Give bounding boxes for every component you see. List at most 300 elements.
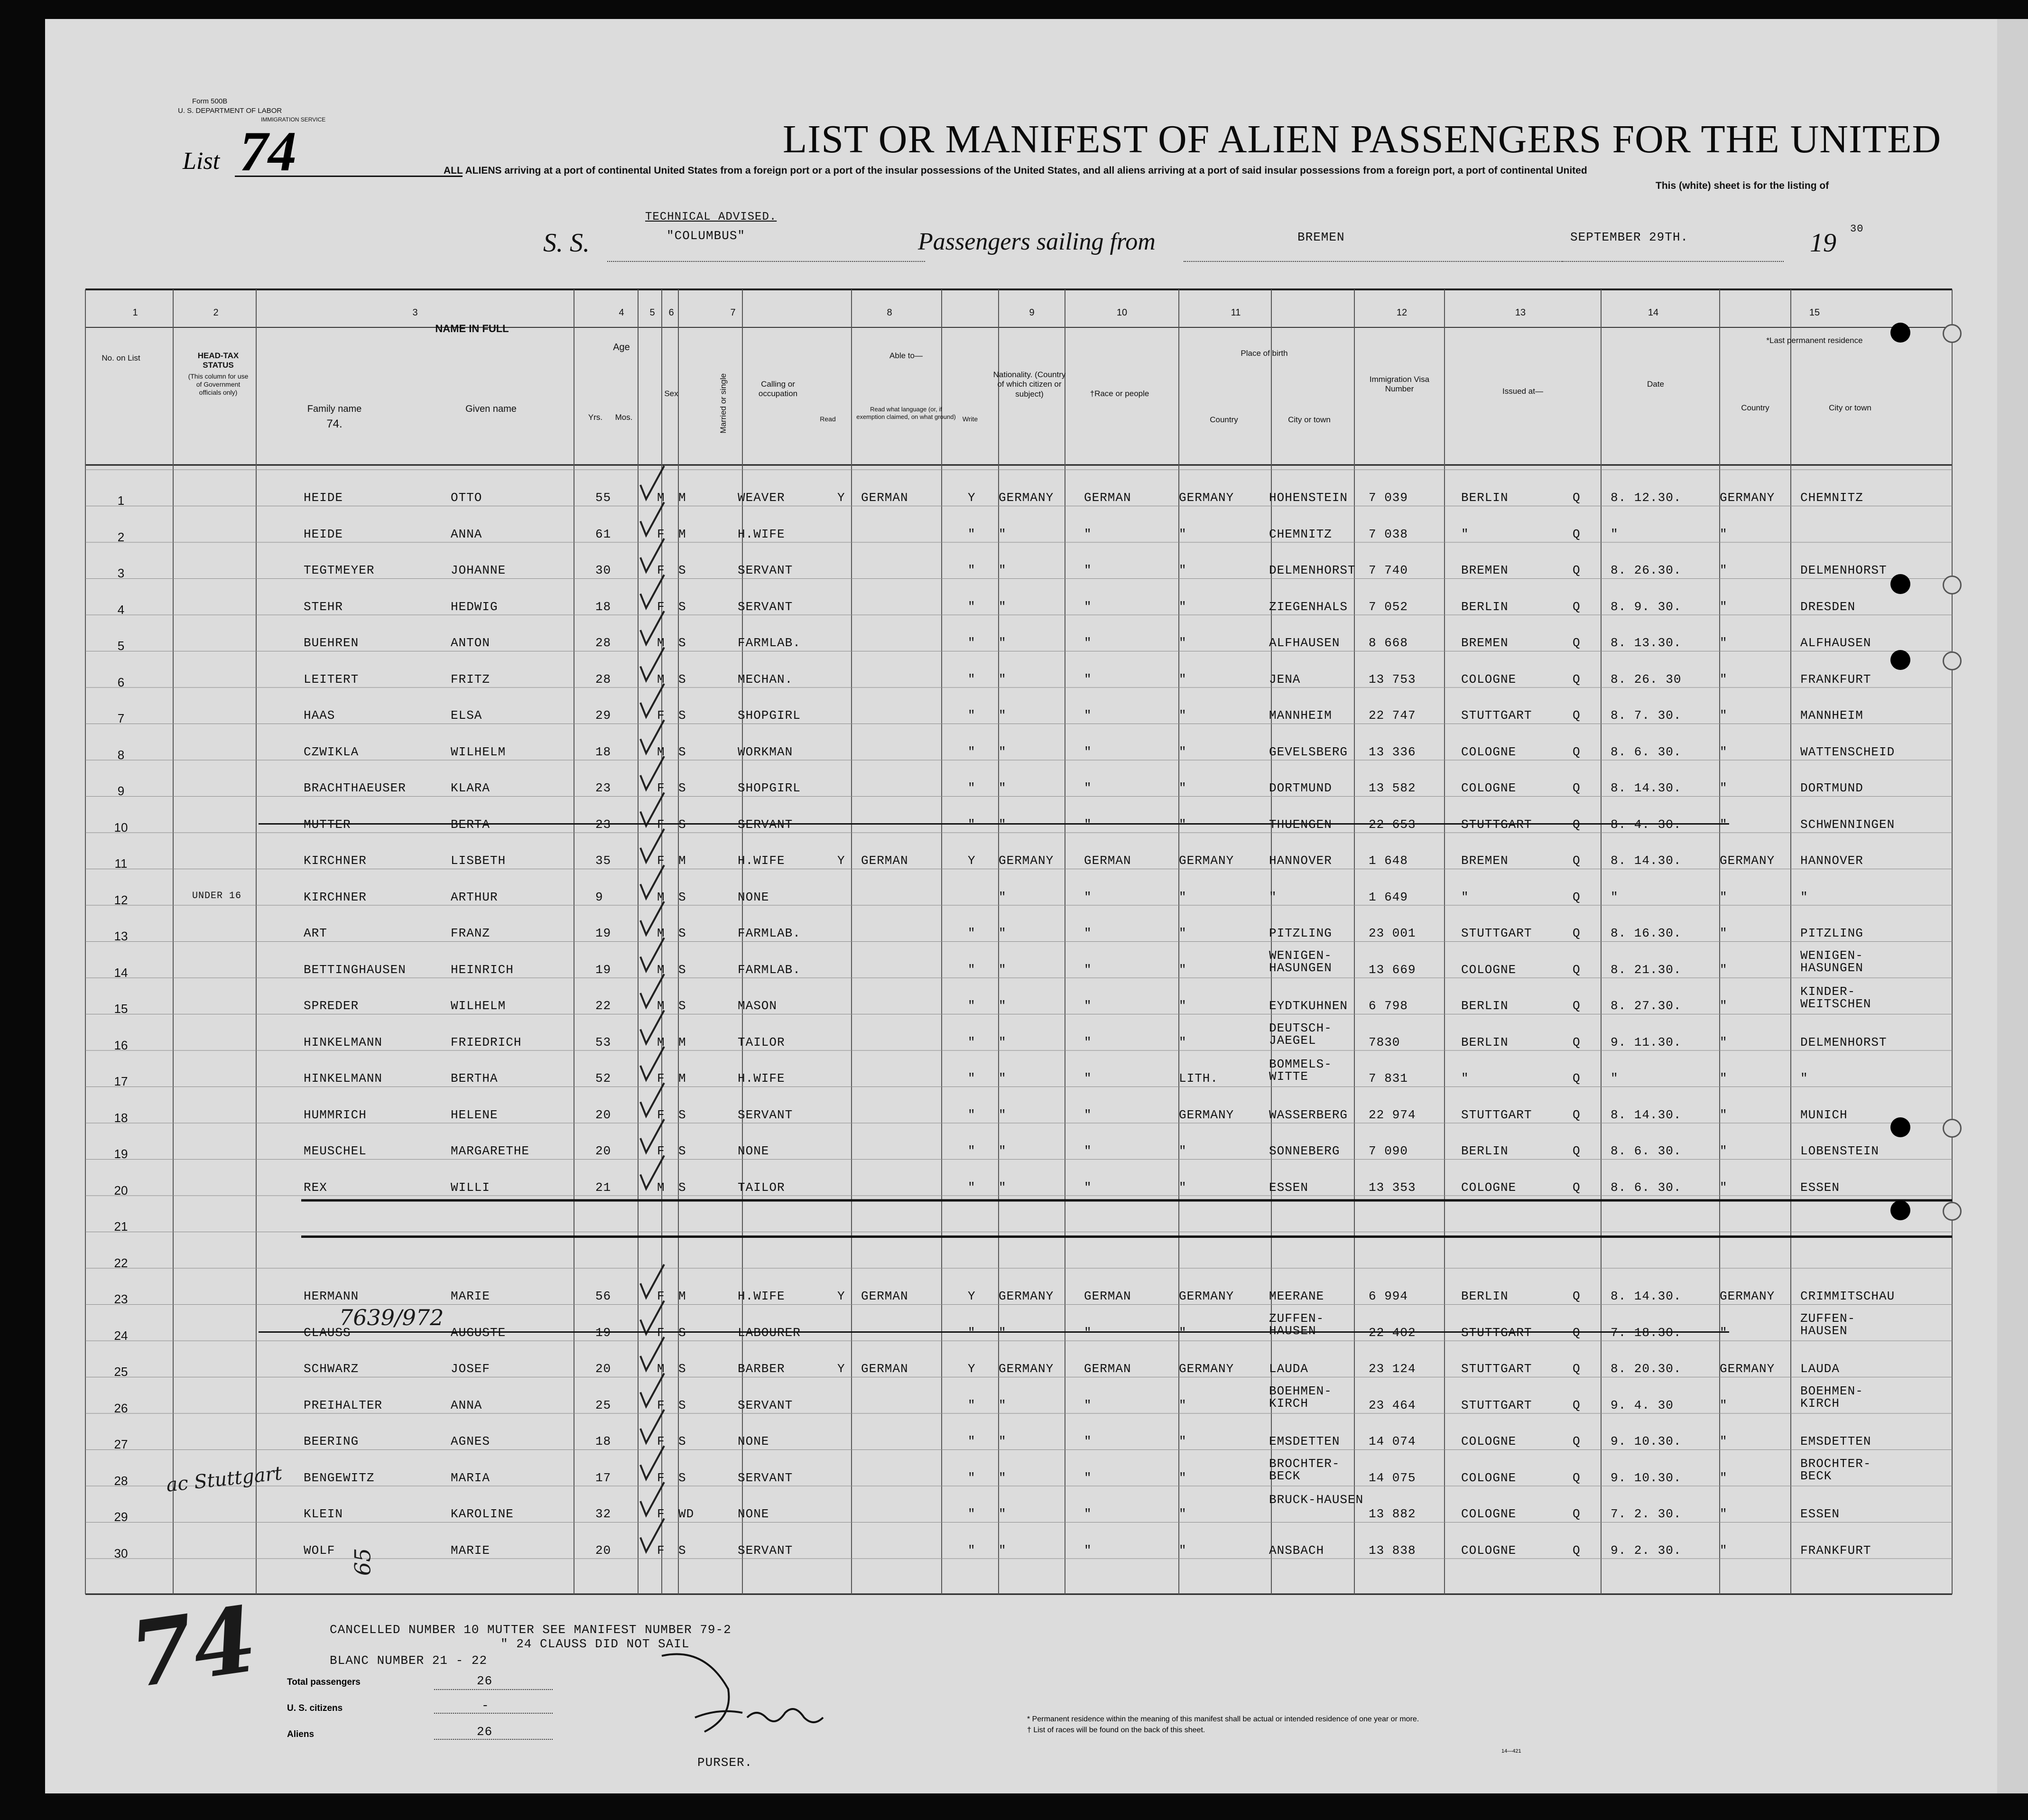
cell-bcity: JENA [1269, 672, 1301, 687]
cell-race: " [1084, 599, 1092, 614]
cell-rcity: DELMENHORST [1800, 563, 1887, 577]
row-number: 20 [114, 1183, 128, 1198]
cell-race: " [1084, 1543, 1092, 1558]
cell-bcountry: " [1179, 708, 1187, 723]
cell-rcountry: " [1720, 962, 1728, 977]
column-number: 6 [668, 307, 674, 318]
cell-write: " [968, 672, 976, 687]
cell-nat: GERMANY [999, 1362, 1054, 1376]
header-date: Date [1647, 380, 1664, 389]
cell-nat: " [999, 744, 1007, 759]
footnote-2: † List of races will be found on the back of this sheet. [1027, 1726, 1205, 1734]
cell-occ: NONE [738, 1507, 769, 1521]
cell-visa: 6 994 [1369, 1289, 1408, 1303]
cell-age: 20 [595, 1543, 611, 1558]
cancel-note: CANCELLED NUMBER 10 MUTTER SEE MANIFEST NUMBER 79-2 [330, 1623, 732, 1637]
cell-visa: 13 336 [1369, 744, 1416, 759]
cell-nat: " [999, 1107, 1007, 1122]
cell-occ: NONE [738, 1434, 769, 1449]
header-res-country: Country [1741, 403, 1769, 412]
cell-bcountry: " [1179, 962, 1187, 977]
cell-issued: " [1461, 527, 1469, 541]
cell-vdate: " [1611, 527, 1619, 541]
row-number: 14 [114, 965, 128, 980]
cell-occ: SERVANT [738, 1470, 793, 1485]
cell-q: Q [1573, 1434, 1581, 1449]
cell-nat: " [999, 817, 1007, 832]
cell-bcity: PITZLING [1269, 926, 1332, 940]
column-number: 10 [1116, 307, 1128, 318]
cell-q: Q [1573, 1398, 1581, 1412]
cell-race: " [1084, 999, 1092, 1013]
cell-visa: 22 747 [1369, 708, 1416, 723]
cell-race: GERMAN [1084, 854, 1131, 868]
cell-bcity: GEVELSBERG [1269, 744, 1348, 759]
cell-ms: M [678, 491, 686, 505]
cell-bcity: ESSEN [1269, 1180, 1309, 1195]
cell-sex: M [657, 491, 665, 505]
binder-hole [1890, 650, 1910, 670]
cell-race: " [1084, 1107, 1092, 1122]
cell-bcity: MANNHEIM [1269, 708, 1332, 723]
cell-sex: F [657, 1144, 665, 1158]
cell-bcity: DEUTSCH-JAEGEL [1269, 1021, 1332, 1048]
cell-occ: H.WIFE [738, 527, 785, 541]
cell-ms: S [678, 563, 686, 577]
cell-sex: F [657, 1398, 665, 1412]
cell-bcountry: GERMANY [1179, 1289, 1234, 1303]
cell-bcity: ALFHAUSEN [1269, 636, 1340, 650]
cell-write: Y [968, 854, 976, 868]
cell-bcountry: GERMANY [1179, 854, 1234, 868]
cell-visa: 13 353 [1369, 1180, 1416, 1195]
cell-ms: M [678, 1289, 686, 1303]
cell-issued: COLOGNE [1461, 672, 1517, 687]
cell-issued: STUTTGART [1461, 1362, 1532, 1376]
cell-rcity: MUNICH [1800, 1107, 1848, 1122]
cell-race: " [1084, 1071, 1092, 1086]
cell-age: 22 [595, 999, 611, 1013]
cell-family: KIRCHNER [304, 854, 367, 868]
cell-rcity: LOBENSTEIN [1800, 1144, 1880, 1158]
cell-rcountry: " [1720, 890, 1728, 904]
column-number: 11 [1231, 307, 1241, 318]
cell-lang: GERMAN [861, 491, 908, 505]
cell-nat: " [999, 636, 1007, 650]
cell-rcountry: " [1720, 926, 1728, 940]
cell-vdate: 8. 27.30. [1611, 999, 1682, 1013]
cell-visa: 7 038 [1369, 527, 1408, 541]
cell-rcountry: " [1720, 1470, 1728, 1485]
list-number: 74 [240, 120, 296, 183]
cell-sex: F [657, 708, 665, 723]
footnote-1: * Permanent residence within the meaning of this manifest shall be actual or intended residence of one year or more. [1027, 1715, 1419, 1723]
cell-ms: S [678, 817, 686, 832]
cell-rcity: DORTMUND [1800, 781, 1863, 795]
cell-age: 18 [595, 1434, 611, 1449]
cell-read: Y [837, 1362, 845, 1376]
cell-write: " [968, 563, 976, 577]
cell-write: " [968, 817, 976, 832]
cell-issued: STUTTGART [1461, 708, 1532, 723]
cell-rcountry: GERMANY [1720, 854, 1775, 868]
cell-vdate: 8. 21.30. [1611, 962, 1682, 977]
cell-rcountry: GERMANY [1720, 491, 1775, 505]
cell-age: 28 [595, 672, 611, 687]
cell-race: " [1084, 527, 1092, 541]
cell-q: Q [1573, 563, 1581, 577]
cell-family: KIRCHNER [304, 890, 367, 904]
cell-sex: F [657, 1507, 665, 1521]
cell-nat: " [999, 781, 1007, 795]
cell-rcity: ALFHAUSEN [1800, 636, 1871, 650]
cell-age: 9 [595, 890, 603, 904]
column-number: 1 [132, 307, 138, 318]
cell-q: Q [1573, 491, 1581, 505]
cell-bcity: ZUFFEN-HAUSEN [1269, 1311, 1324, 1338]
cell-bcountry: " [1179, 636, 1187, 650]
cell-bcity: HANNOVER [1269, 854, 1332, 868]
row-number: 26 [114, 1401, 128, 1415]
cell-rcity: " [1800, 1071, 1808, 1086]
cell-bcountry: " [1179, 890, 1187, 904]
cell-occ: SERVANT [738, 1107, 793, 1122]
cell-bcountry: " [1179, 599, 1187, 614]
cell-issued: BERLIN [1461, 599, 1509, 614]
cell-bcountry: LITH. [1179, 1071, 1219, 1086]
cell-age: 21 [595, 1180, 611, 1195]
cell-bcountry: " [1179, 1507, 1187, 1521]
cell-write: " [968, 1107, 976, 1122]
cell-sex: F [657, 854, 665, 868]
row-number: 6 [117, 675, 125, 689]
cell-rcountry: " [1720, 1144, 1728, 1158]
cell-write: " [968, 962, 976, 977]
cell-race: " [1084, 744, 1092, 759]
cell-rcity: DRESDEN [1800, 599, 1856, 614]
cell-given: WILHELM [451, 999, 506, 1013]
cell-ms: S [678, 1325, 686, 1340]
cell-sex: F [657, 1325, 665, 1340]
cell-visa: 13 838 [1369, 1543, 1416, 1558]
column-number: 7 [730, 307, 736, 318]
cell-visa: 23 464 [1369, 1398, 1416, 1412]
cell-issued: COLOGNE [1461, 781, 1517, 795]
cell-vdate: 8. 20.30. [1611, 1362, 1682, 1376]
cell-occ: SHOPGIRL [738, 708, 801, 723]
cell-family: BEERING [304, 1434, 359, 1449]
cell-bcity: EYDTKUHNEN [1269, 999, 1348, 1013]
cell-given: JOHANNE [451, 563, 506, 577]
cell-family: HERMANN [304, 1289, 359, 1303]
cell-race: " [1084, 1325, 1092, 1340]
cell-family: BETTINGHAUSEN [304, 962, 406, 977]
cell-q: Q [1573, 1325, 1581, 1340]
cell-occ: H.WIFE [738, 1289, 785, 1303]
cell-sex: F [657, 1543, 665, 1558]
ship-note: TECHNICAL ADVISED. [645, 211, 777, 223]
cell-read: Y [837, 491, 845, 505]
cell-family: HINKELMANN [304, 1071, 383, 1086]
strike-through-line [259, 823, 1729, 825]
cell-family: ART [304, 926, 327, 940]
cell-rcountry: " [1720, 672, 1728, 687]
cell-visa: 6 798 [1369, 999, 1408, 1013]
cell-given: MARGARETHE [451, 1144, 530, 1158]
cell-q: Q [1573, 1180, 1581, 1195]
cell-q: Q [1573, 672, 1581, 687]
cell-issued: BREMEN [1461, 636, 1509, 650]
cell-bcountry: " [1179, 1398, 1187, 1412]
cell-age: 53 [595, 1035, 611, 1049]
cell-nat: " [999, 1144, 1007, 1158]
cell-rcity: WATTENSCHEID [1800, 744, 1895, 759]
cell-nat: " [999, 1325, 1007, 1340]
cell-bcountry: " [1179, 1180, 1187, 1195]
cell-sex: M [657, 1035, 665, 1049]
binder-hole [1943, 1202, 1962, 1221]
cell-nat: " [999, 999, 1007, 1013]
cell-write: Y [968, 1362, 976, 1376]
cell-q: Q [1573, 1470, 1581, 1485]
header-read-lang: Read what language (or, if exemption claimed, on what ground) [856, 406, 956, 420]
cell-nat: " [999, 926, 1007, 940]
cell-visa: 13 669 [1369, 962, 1416, 977]
cell-bcity: BOMMELS-WITTE [1269, 1057, 1332, 1084]
binder-hole [1890, 1117, 1910, 1137]
cell-bcountry: " [1179, 1470, 1187, 1485]
cell-ms: M [678, 1071, 686, 1086]
cell-visa: 14 074 [1369, 1434, 1416, 1449]
cell-visa: 13 753 [1369, 672, 1416, 687]
cell-bcity: THUENGEN [1269, 817, 1332, 832]
cell-bcity: DORTMUND [1269, 781, 1332, 795]
cell-occ: SERVANT [738, 817, 793, 832]
cell-rcity: SCHWENNINGEN [1800, 817, 1895, 832]
cell-occ: BARBER [738, 1362, 785, 1376]
cell-bcountry: GERMANY [1179, 491, 1234, 505]
row-number: 4 [117, 602, 125, 617]
cell-vdate: 8. 26. 30 [1611, 672, 1682, 687]
sailing-label: Passengers sailing from [918, 228, 1156, 255]
sail-date: SEPTEMBER 29TH. [1570, 230, 1689, 244]
cell-given: ARTHUR [451, 890, 498, 904]
cell-family: CLAUSS [304, 1325, 351, 1340]
cell-nat: GERMANY [999, 1289, 1054, 1303]
binder-hole [1890, 1200, 1910, 1220]
cell-visa: 23 124 [1369, 1362, 1416, 1376]
cell-vdate: 8. 9. 30. [1611, 599, 1682, 614]
cell-occ: SERVANT [738, 1543, 793, 1558]
cell-sex: M [657, 672, 665, 687]
header-family-name: Family name [307, 404, 362, 414]
header-head-tax-note: (This column for use of Government officials only) [188, 372, 249, 396]
header-res-city: City or town [1829, 403, 1871, 412]
cell-ms: M [678, 854, 686, 868]
cell-issued: COLOGNE [1461, 1543, 1517, 1558]
cell-ms: M [678, 527, 686, 541]
cell-sex: F [657, 817, 665, 832]
cell-given: FRIEDRICH [451, 1035, 522, 1049]
cell-sex: M [657, 744, 665, 759]
cell-occ: SERVANT [738, 1398, 793, 1412]
cell-ms: S [678, 708, 686, 723]
cell-given: ELSA [451, 708, 482, 723]
year-prefix: 19 [1810, 228, 1836, 258]
row-number: 10 [114, 820, 128, 835]
cell-bcountry: " [1179, 563, 1187, 577]
cell-q: Q [1573, 1071, 1581, 1086]
cell-rcountry: " [1720, 1543, 1728, 1558]
cell-rcountry: " [1720, 1325, 1728, 1340]
cell-age: 17 [595, 1470, 611, 1485]
cell-vdate: 8. 14.30. [1611, 854, 1682, 868]
cell-race: " [1084, 926, 1092, 940]
column-number: 12 [1396, 307, 1408, 318]
cell-rcountry: " [1720, 636, 1728, 650]
cell-ms: S [678, 1434, 686, 1449]
cell-ms: S [678, 999, 686, 1013]
cell-q: Q [1573, 926, 1581, 940]
cell-visa: 13 582 [1369, 781, 1416, 795]
row-number: 2 [117, 529, 125, 544]
cell-q: Q [1573, 1362, 1581, 1376]
cell-rcountry: " [1720, 1398, 1728, 1412]
header-issued: Issued at— [1502, 387, 1543, 396]
cell-age: 18 [595, 744, 611, 759]
cell-occ: SHOPGIRL [738, 781, 801, 795]
cell-vdate: 9. 2. 30. [1611, 1543, 1682, 1558]
cell-bcountry: " [1179, 926, 1187, 940]
cell-write: " [968, 708, 976, 723]
cell-nat: " [999, 708, 1007, 723]
cell-q: Q [1573, 599, 1581, 614]
total-label: Total passengers [287, 1677, 361, 1687]
cell-occ: WEAVER [738, 491, 785, 505]
column-number: 3 [412, 307, 418, 318]
cell-nat: " [999, 1398, 1007, 1412]
cell-rcity: KINDER-WEITSCHEN [1800, 984, 1871, 1011]
cell-ms: S [678, 926, 686, 940]
cell-issued: COLOGNE [1461, 1434, 1517, 1449]
cell-family: HEIDE [304, 491, 343, 505]
cell-sex: M [657, 999, 665, 1013]
cell-write: " [968, 527, 976, 541]
cell-age: 20 [595, 1362, 611, 1376]
cell-bcountry: " [1179, 817, 1187, 832]
cell-q: Q [1573, 1543, 1581, 1558]
cell-nat: GERMANY [999, 854, 1054, 868]
cell-age: 28 [595, 636, 611, 650]
cell-given: ANTON [451, 636, 491, 650]
cell-rcountry: " [1720, 563, 1728, 577]
cell-visa: 7 039 [1369, 491, 1408, 505]
cell-rcity: WENIGEN-HASUNGEN [1800, 948, 1863, 975]
cell-rcountry: GERMANY [1720, 1289, 1775, 1303]
cell-given: HELENE [451, 1107, 498, 1122]
cell-given: LISBETH [451, 854, 506, 868]
cell-bcountry: " [1179, 1434, 1187, 1449]
row-number: 16 [114, 1038, 128, 1052]
cell-race: " [1084, 817, 1092, 832]
cell-age: 20 [595, 1107, 611, 1122]
cell-ms: S [678, 1398, 686, 1412]
row-number: 15 [114, 1002, 128, 1016]
cell-bcity: DELMENHORST [1269, 563, 1356, 577]
blanc-note: BLANC NUMBER 21 - 22 [330, 1653, 488, 1668]
cell-bcountry: " [1179, 1543, 1187, 1558]
cell-q: Q [1573, 854, 1581, 868]
cell-ms: S [678, 672, 686, 687]
cell-vdate: 8. 14.30. [1611, 1289, 1682, 1303]
cell-sex: F [657, 781, 665, 795]
manifest-subtitle: ALL ALIENS arriving at a port of continental United States from a foreign port or a port of the insular possessions of the United States, and all aliens arriving at a port of said insular possessions from a foreign port, a port of continental United [444, 165, 1587, 176]
cell-visa: 1 649 [1369, 890, 1408, 904]
cell-rcity: ESSEN [1800, 1180, 1840, 1195]
cell-visa: 22 974 [1369, 1107, 1416, 1122]
cell-rcountry: " [1720, 1107, 1728, 1122]
cell-race: " [1084, 708, 1092, 723]
cell-rcountry: " [1720, 1071, 1728, 1086]
cell-write: " [968, 1071, 976, 1086]
cell-q: Q [1573, 1507, 1581, 1521]
header-mos: Mos. [615, 413, 633, 422]
cell-q: Q [1573, 817, 1581, 832]
cell-sex: M [657, 926, 665, 940]
cell-write: Y [968, 491, 976, 505]
cell-occ: TAILOR [738, 1035, 785, 1049]
form-number: Form 500B [192, 97, 228, 105]
row-number: 30 [114, 1546, 128, 1560]
row-number: 29 [114, 1510, 128, 1524]
cell-given: WILHELM [451, 744, 506, 759]
cell-rcountry: " [1720, 744, 1728, 759]
column-number: 13 [1515, 307, 1526, 318]
cell-write: " [968, 1325, 976, 1340]
cell-given: ANNA [451, 1398, 482, 1412]
cell-rcity: PITZLING [1800, 926, 1863, 940]
cell-occ: FARMLAB. [738, 926, 801, 940]
cell-issued: STUTTGART [1461, 926, 1532, 940]
header-country: Country [1210, 415, 1238, 424]
cell-age: 18 [595, 599, 611, 614]
cell-rcountry: " [1720, 999, 1728, 1013]
cell-write: " [968, 999, 976, 1013]
handwritten-list-number: 74 [123, 1586, 263, 1709]
cell-ms: S [678, 1362, 686, 1376]
ss-label: S. S. [543, 228, 590, 258]
cell-nat: " [999, 1507, 1007, 1521]
cell-ms: WD [678, 1507, 695, 1521]
row-number: 17 [114, 1074, 128, 1088]
cell-visa: 1 648 [1369, 854, 1408, 868]
cell-ms: S [678, 890, 686, 904]
cell-age: 20 [595, 1144, 611, 1158]
cell-issued: " [1461, 1071, 1469, 1086]
aliens-line [434, 1739, 553, 1740]
cell-visa: 22 653 [1369, 817, 1416, 832]
cell-sex: F [657, 1107, 665, 1122]
cell-issued: BREMEN [1461, 854, 1509, 868]
cell-given: BERTHA [451, 1071, 498, 1086]
cell-visa: 23 001 [1369, 926, 1416, 940]
cell-bcity: LAUDA [1269, 1362, 1309, 1376]
cell-vdate: 8. 14.30. [1611, 1107, 1682, 1122]
table-grid [45, 19, 2004, 1793]
cell-rcity: BROCHTER-BECK [1800, 1456, 1871, 1483]
cell-nat: " [999, 890, 1007, 904]
binder-hole [1943, 1119, 1962, 1138]
